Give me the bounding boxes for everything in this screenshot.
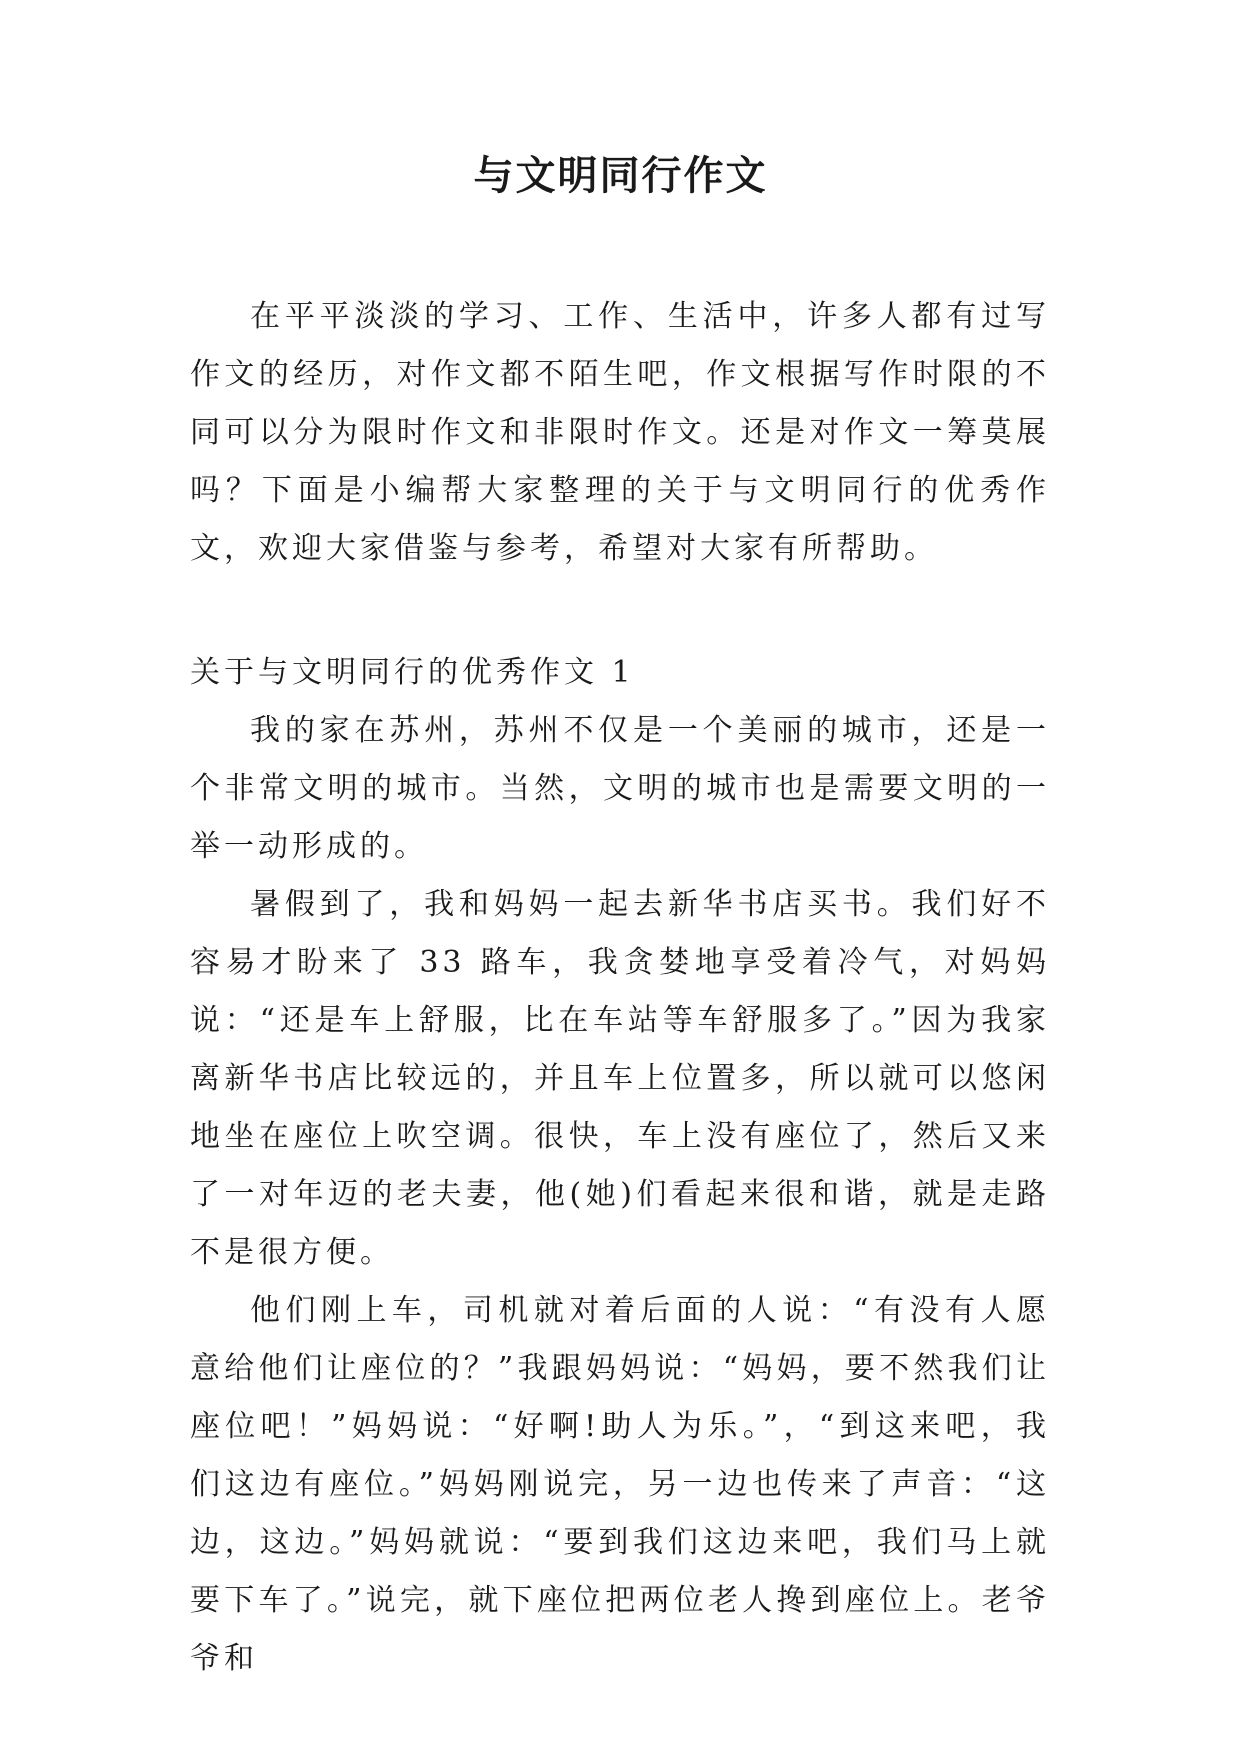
document-title: 与文明同行作文 [473, 153, 768, 199]
essay-paragraph-2: 暑假到了，我和妈妈一起去新华书店买书。我们好不容易才盼来了 33 路车，我贪婪地享受着冷气，对妈妈说：“还是车上舒服，比在车站等车舒服多了。”因为我家离新华书店比较远的，并且车上位置多，所以就可以悠闲地坐在座位上吹空调。很快，车上没有座位了，然后又来了一对年迈的老夫妻，他(她)们看起来很和谐，就是走路不是很方便。 [190, 887, 1050, 1270]
essay-heading: 关于与文明同行的优秀作文 1 [190, 655, 635, 690]
essay-section [190, 644, 1050, 1688]
intro-section [190, 288, 1050, 578]
essay-paragraph-1: 我的家在苏州，苏州不仅是一个美丽的城市，还是一个非常文明的城市。当然，文明的城市也是需要文明的一举一动形成的。 [190, 713, 1050, 864]
essay-paragraph-3: 他们刚上车，司机就对着后面的人说：“有没有人愿意给他们让座位的？”我跟妈妈说：“妈妈，要不然我们让座位吧！”妈妈说：“好啊!助人为乐。”，“到这来吧，我们这边有座位。”妈妈刚说完，另一边也传来了声音：“这边，这边。”妈妈就说：“要到我们这边来吧，我们马上就要下车了。”说完，就下座位把两位老人搀到座位上。老爷爷和 [190, 1293, 1050, 1676]
intro-paragraph: 在平平淡淡的学习、工作、生活中，许多人都有过写作文的经历，对作文都不陌生吧，作文根据写作时限的不同可以分为限时作文和非限时作文。还是对作文一筹莫展吗？下面是小编帮大家整理的关于与文明同行的优秀作文，欢迎大家借鉴与参考，希望对大家有所帮助。 [190, 299, 1050, 566]
